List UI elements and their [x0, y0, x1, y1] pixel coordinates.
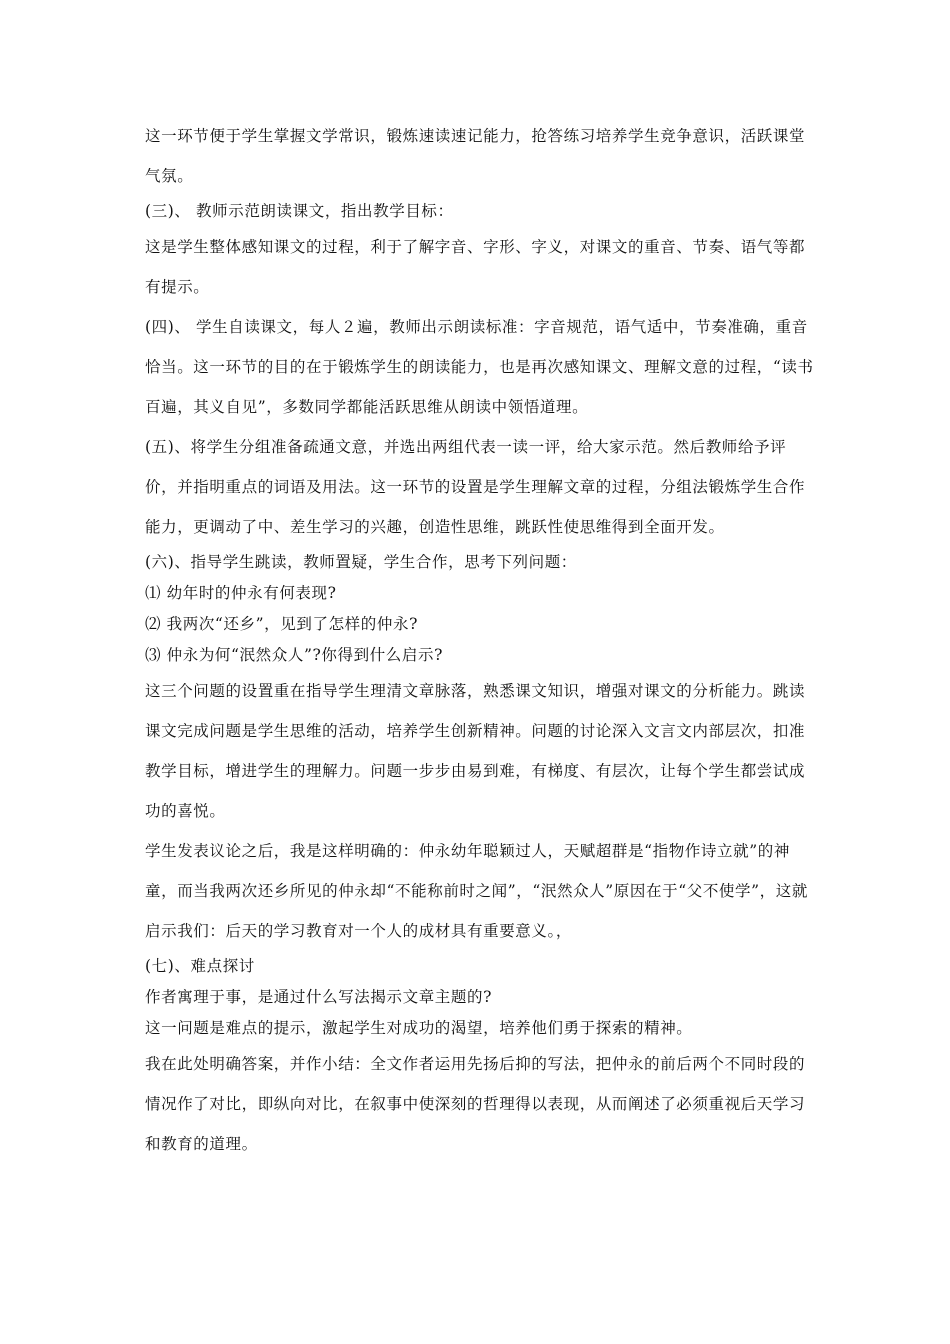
paragraph-10: 这三个问题的设置重在指导学生理清文章脉落，熟悉课文知识，增强对课文的分析能力。跳读课文完成问题是学生思维的活动，培养学生创新精神。问题的讨论深入文言文内部层次，扣准教学目标，增进学生的理解力。问题一步步由易到难，有梯度、有层次，让每个学生都尝试成功的喜悦。 [145, 682, 806, 820]
document-body [145, 116, 815, 1164]
paragraph-2: (三)、 教师示范朗读课文，指出教学目标： [145, 202, 454, 220]
paragraph-15: 我在此处明确答案，并作小结：全文作者运用先扬后抑的写法，把仲永的前后两个不同时段的情况作了对比，即纵向对比，在叙事中使深刻的哲理得以表现，从而阐述了必须重视后天学习和教育的道理。 [145, 1055, 806, 1153]
paragraph-12: (七)、难点探讨 [145, 957, 255, 975]
paragraph-4: (四)、 学生自读课文，每人２遍，教师出示朗读标准：字音规范，语气适中，节奏准确，重音恰当。这一环节的目的在于锻炼学生的朗读能力，也是再次感知课文、理解文意的过程，“读书百遍，其义自见”，多数同学都能活跃思维从朗读中领悟道理。 [145, 318, 814, 416]
paragraph-6: (六)、指导学生跳读，教师置疑，学生合作，思考下列问题： [145, 553, 577, 571]
question-3: ⑶ 仲永为何“泯然众人”?你得到什么启示? [145, 646, 443, 664]
question-2: ⑵ 我两次“还乡”，见到了怎样的仲永? [145, 615, 418, 633]
question-1: ⑴ 幼年时的仲永有何表现? [145, 584, 337, 602]
paragraph-11: 学生发表议论之后，我是这样明确的：仲永幼年聪颖过人，天赋超群是“指物作诗立就”的神童，而当我两次还乡所见的仲永却“不能称前时之闻”，“泯然众人”原因在于“父不使学”，这就启示我们：后天的学习教育对一个人的成材具有重要意义。， [145, 842, 808, 940]
paragraph-3: 这是学生整体感知课文的过程，利于了解字音、字形、字义，对课文的重音、节奏、语气等都有提示。 [145, 238, 806, 296]
paragraph-14: 这一问题是难点的提示，激起学生对成功的渴望，培养他们勇于探索的精神。 [145, 1019, 693, 1037]
paragraph-5: (五)、将学生分组准备疏通文意，并选出两组代表一读一评，给大家示范。然后教师给予评价，并指明重点的词语及用法。这一环节的设置是学生理解文章的过程，分组法锻炼学生合作能力，更调动了中、差生学习的兴趣，创造性思维，跳跃性使思维得到全面开发。 [145, 438, 806, 536]
paragraph-13: 作者寓理于事，是通过什么写法揭示文章主题的? [145, 988, 493, 1006]
paragraph-1: 这一环节便于学生掌握文学常识，锻炼速读速记能力，抢答练习培养学生竞争意识，活跃课堂气氛。 [145, 127, 806, 185]
